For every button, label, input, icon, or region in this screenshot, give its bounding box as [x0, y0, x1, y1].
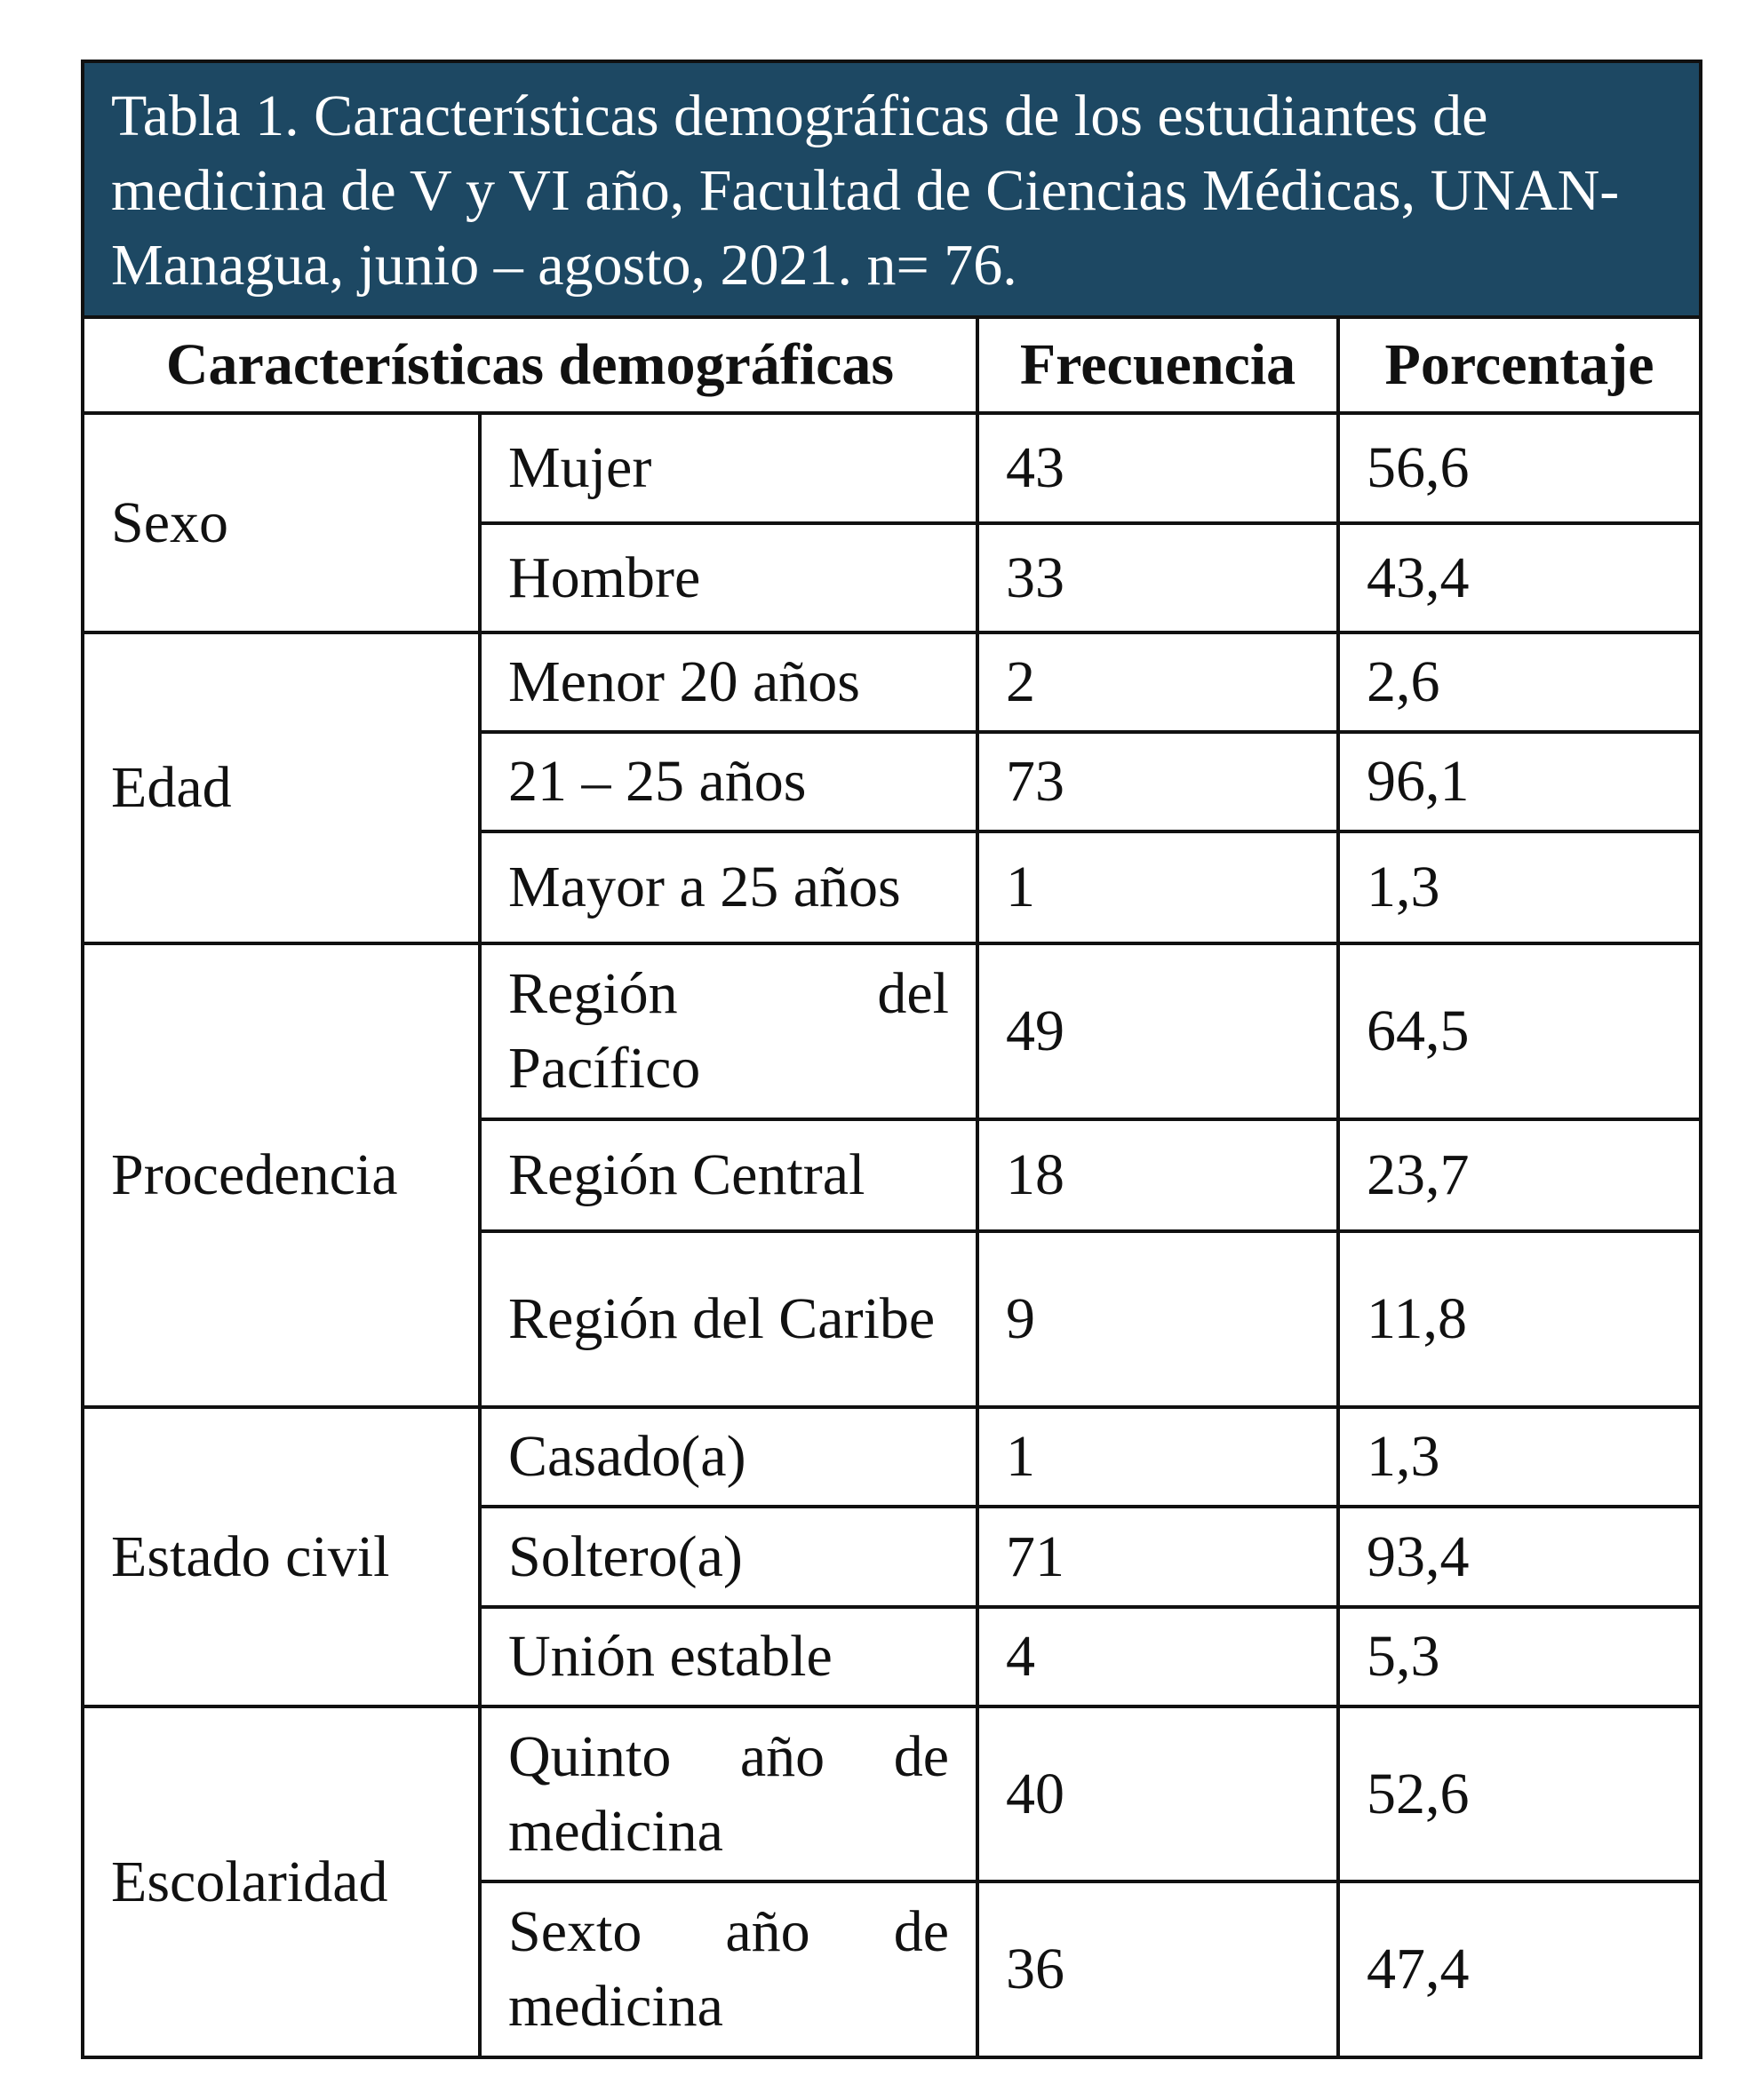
demographics-table	[81, 60, 1702, 2059]
header-characteristics: Características demográficas	[83, 317, 977, 413]
percentage-cell: 2,6	[1338, 632, 1701, 732]
percentage-cell: 52,6	[1338, 1706, 1701, 1881]
category-cell: Región Central	[480, 1119, 977, 1231]
group-label-sexo: Sexo	[83, 413, 480, 632]
frequency-cell: 33	[977, 523, 1338, 632]
category-cell: Mayor a 25 años	[480, 831, 977, 943]
frequency-cell: 71	[977, 1507, 1338, 1607]
frequency-cell: 18	[977, 1119, 1338, 1231]
frequency-cell: 43	[977, 413, 1338, 523]
group-label-estado-civil: Estado civil	[83, 1407, 480, 1706]
frequency-cell: 40	[977, 1706, 1338, 1881]
category-cell: 21 – 25 años	[480, 732, 977, 831]
frequency-cell: 36	[977, 1881, 1338, 2057]
percentage-cell: 5,3	[1338, 1607, 1701, 1706]
percentage-cell: 96,1	[1338, 732, 1701, 831]
percentage-cell: 1,3	[1338, 1407, 1701, 1507]
header-percentage: Porcentaje	[1338, 317, 1701, 413]
frequency-cell: 1	[977, 1407, 1338, 1507]
category-cell: Región del Caribe	[480, 1231, 977, 1407]
table-row	[83, 413, 1701, 523]
table-row	[83, 1407, 1701, 1507]
category-cell: Menor 20 años	[480, 632, 977, 732]
caption-row	[83, 61, 1701, 317]
percentage-cell: 1,3	[1338, 831, 1701, 943]
header-row	[83, 317, 1701, 413]
group-label-procedencia: Procedencia	[83, 943, 480, 1407]
table-row	[83, 943, 1701, 1119]
percentage-cell: 23,7	[1338, 1119, 1701, 1231]
category-cell: Región del Pacífico	[480, 943, 977, 1119]
table-row	[83, 1706, 1701, 1881]
frequency-cell: 4	[977, 1607, 1338, 1706]
category-cell: Hombre	[480, 523, 977, 632]
category-cell: Soltero(a)	[480, 1507, 977, 1607]
category-cell: Sexto año de medicina	[480, 1881, 977, 2057]
percentage-cell: 93,4	[1338, 1507, 1701, 1607]
category-cell: Unión estable	[480, 1607, 977, 1706]
percentage-cell: 47,4	[1338, 1881, 1701, 2057]
frequency-cell: 2	[977, 632, 1338, 732]
percentage-cell: 43,4	[1338, 523, 1701, 632]
group-label-escolaridad: Escolaridad	[83, 1706, 480, 2057]
percentage-cell: 64,5	[1338, 943, 1701, 1119]
category-cell: Quinto año de medicina	[480, 1706, 977, 1881]
frequency-cell: 9	[977, 1231, 1338, 1407]
percentage-cell: 11,8	[1338, 1231, 1701, 1407]
category-cell: Casado(a)	[480, 1407, 977, 1507]
table-caption: Tabla 1. Características demográficas de los estudiantes de medicina de V y VI año, Facultad de Ciencias Médicas, UNAN-Managua, junio – agosto, 2021. n= 76.	[83, 61, 1701, 317]
table-row	[83, 632, 1701, 732]
frequency-cell: 73	[977, 732, 1338, 831]
group-label-edad: Edad	[83, 632, 480, 943]
header-frequency: Frecuencia	[977, 317, 1338, 413]
percentage-cell: 56,6	[1338, 413, 1701, 523]
frequency-cell: 49	[977, 943, 1338, 1119]
frequency-cell: 1	[977, 831, 1338, 943]
category-cell: Mujer	[480, 413, 977, 523]
